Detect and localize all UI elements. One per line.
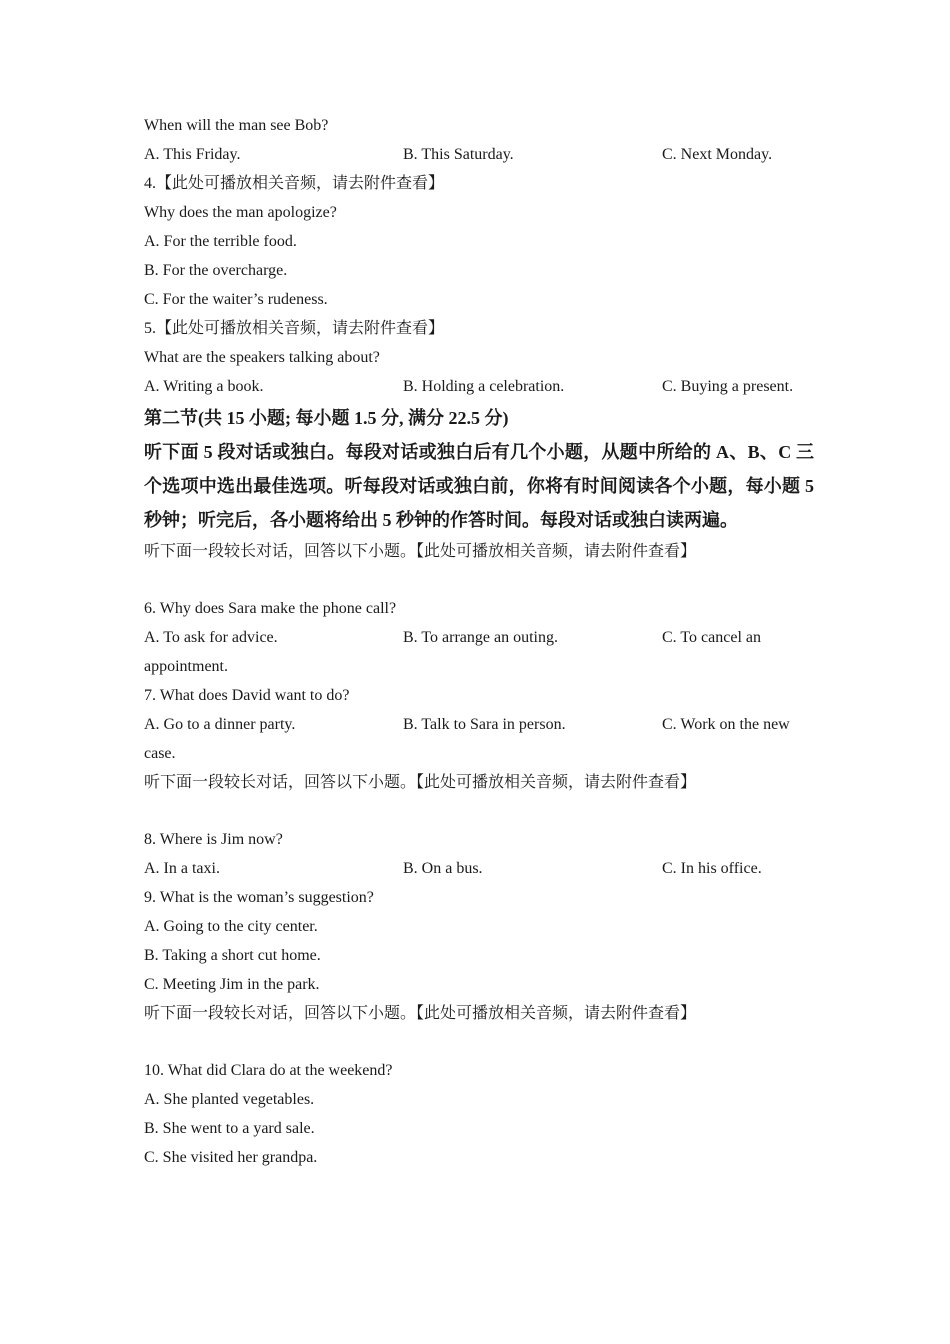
q7-question: 7. What does David want to do? (144, 687, 350, 704)
q7-option-b: B. Talk to Sara in person. (403, 716, 566, 733)
section-heading: 第二节(共 15 小题; 每小题 1.5 分, 满分 22.5 分) (144, 408, 509, 428)
q6-option-c-line1: C. To cancel an (662, 629, 761, 646)
section-instructions: 听下面 5 段对话或独白。每段对话或独白后有几个小题，从题中所给的 A、B、C 三个选项中选出最佳选项。听每段对话或独白前，你将有时间阅读各个小题，每小题 5 秒钟；听完后，各小题将给出 5 秒钟的作答时间。每段对话或独白读两遍。 (144, 442, 814, 530)
q6-option-c-line2: appointment. (144, 658, 228, 675)
spacer (144, 1028, 814, 1056)
q10-option-c: C. She visited her grandpa. (144, 1149, 318, 1166)
q5-option-b: B. Holding a celebration. (403, 378, 565, 395)
q3-question: When will the man see Bob? (144, 117, 329, 134)
dialog2-audio-placeholder[interactable]: 听下面一段较长对话，回答以下小题。【此处可播放相关音频，请去附件查看】 (144, 774, 697, 791)
q5-option-c: C. Buying a present. (662, 378, 794, 395)
q8-question: 8. Where is Jim now? (144, 831, 283, 848)
page-content (144, 111, 814, 1172)
q9-option-b: B. Taking a short cut home. (144, 947, 321, 964)
spacer (144, 797, 814, 825)
dialog3-audio-placeholder[interactable]: 听下面一段较长对话，回答以下小题。【此处可播放相关音频，请去附件查看】 (144, 1005, 697, 1022)
q7-option-a: A. Go to a dinner party. (144, 716, 296, 733)
q6-options (144, 623, 814, 681)
q4-question: Why does the man apologize? (144, 204, 337, 221)
q10-question: 10. What did Clara do at the weekend? (144, 1062, 393, 1079)
q4-option-a: A. For the terrible food. (144, 233, 297, 250)
q6-option-b: B. To arrange an outing. (403, 629, 558, 646)
q9-question: 9. What is the woman’s suggestion? (144, 889, 374, 906)
q3-option-a: A. This Friday. (144, 146, 241, 163)
q5-options (144, 372, 814, 401)
q9-option-c: C. Meeting Jim in the park. (144, 976, 320, 993)
q8-option-a: A. In a taxi. (144, 860, 220, 877)
spacer (144, 566, 814, 594)
q4-option-b: B. For the overcharge. (144, 262, 288, 279)
q10-option-a: A. She planted vegetables. (144, 1091, 315, 1108)
q8-option-b: B. On a bus. (403, 860, 483, 877)
q10-option-b: B. She went to a yard sale. (144, 1120, 315, 1137)
q7-options (144, 710, 814, 768)
q6-question: 6. Why does Sara make the phone call? (144, 600, 397, 617)
q3-options (144, 140, 814, 169)
q8-option-c: C. In his office. (662, 860, 762, 877)
q3-option-c: C. Next Monday. (662, 146, 773, 163)
q3-option-b: B. This Saturday. (403, 146, 514, 163)
q6-option-a: A. To ask for advice. (144, 629, 278, 646)
q5-question: What are the speakers talking about? (144, 349, 380, 366)
q8-options (144, 854, 814, 883)
q4-option-c: C. For the waiter’s rudeness. (144, 291, 328, 308)
q7-option-c-line2: case. (144, 745, 176, 762)
q9-option-a: A. Going to the city center. (144, 918, 318, 935)
q5-audio-placeholder[interactable]: 5.【此处可播放相关音频，请去附件查看】 (144, 320, 445, 337)
q5-option-a: A. Writing a book. (144, 378, 264, 395)
q7-option-c-line1: C. Work on the new (662, 716, 790, 733)
dialog1-audio-placeholder[interactable]: 听下面一段较长对话，回答以下小题。【此处可播放相关音频，请去附件查看】 (144, 543, 697, 560)
q4-audio-placeholder[interactable]: 4.【此处可播放相关音频，请去附件查看】 (144, 175, 445, 192)
